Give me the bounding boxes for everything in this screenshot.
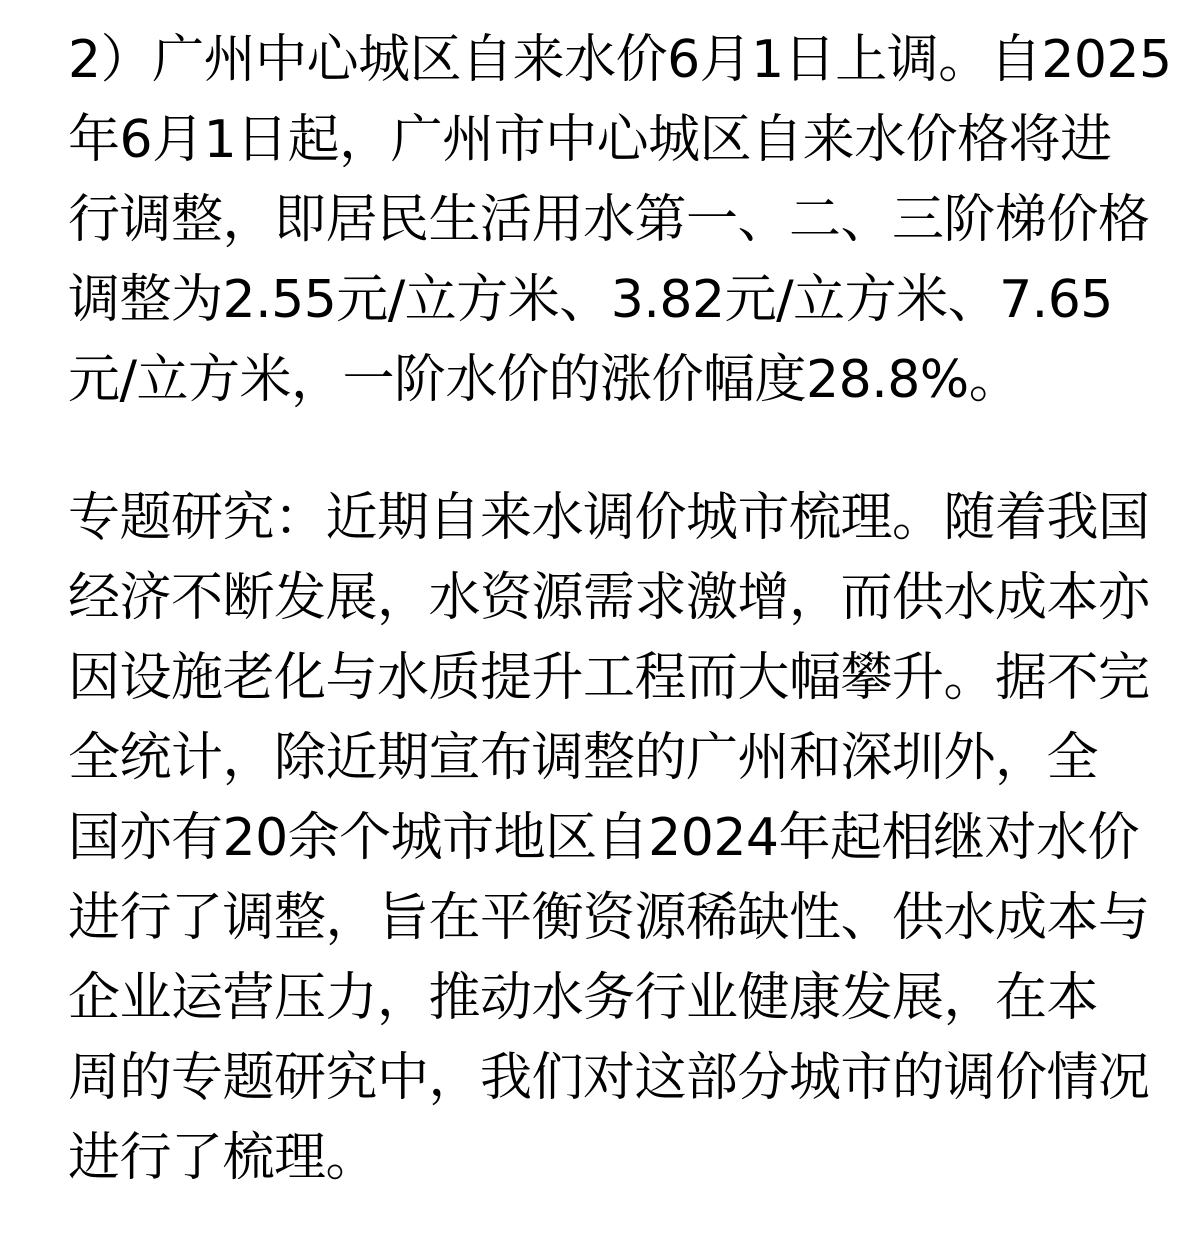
paragraph-2-line-6: 进行了调整，旨在平衡资源稀缺性、供水成本与 bbox=[68, 888, 1150, 948]
paragraph-1-line-2: 年6月1日起，广州市中心城区自来水价格将进 bbox=[68, 110, 1112, 170]
paragraph-1-line-5: 元/立方米，一阶水价的涨价幅度28.8%。 bbox=[68, 350, 1021, 410]
paragraph-2-line-8: 周的专题研究中，我们对这部分城市的调价情况 bbox=[68, 1048, 1150, 1108]
paragraph-2-line-7: 企业运营压力，推动水务行业健康发展，在本 bbox=[68, 968, 1099, 1028]
paragraph-2-line-5: 国亦有20余个城市地区自2024年起相继对水价 bbox=[68, 808, 1140, 868]
paragraph-2-line-1: 专题研究：近期自来水调价城市梳理。随着我国 bbox=[68, 488, 1150, 548]
paragraph-2-line-2: 经济不断发展，水资源需求激增，而供水成本亦 bbox=[68, 568, 1150, 628]
paragraph-1-line-4: 调整为2.55元/立方米、3.82元/立方米、7.65 bbox=[68, 270, 1113, 330]
paragraph-2-line-9: 进行了梳理。 bbox=[68, 1128, 378, 1188]
paragraph-1-line-3: 行调整，即居民生活用水第一、二、三阶梯价格 bbox=[68, 190, 1150, 250]
paragraph-2-line-4: 全统计，除近期宣布调整的广州和深圳外，全 bbox=[68, 728, 1099, 788]
paragraph-2-line-3: 因设施老化与水质提升工程而大幅攀升。据不完 bbox=[68, 648, 1150, 708]
paragraph-1-line-1: 2）广州中心城区自来水价6月1日上调。自2025 bbox=[68, 30, 1172, 90]
